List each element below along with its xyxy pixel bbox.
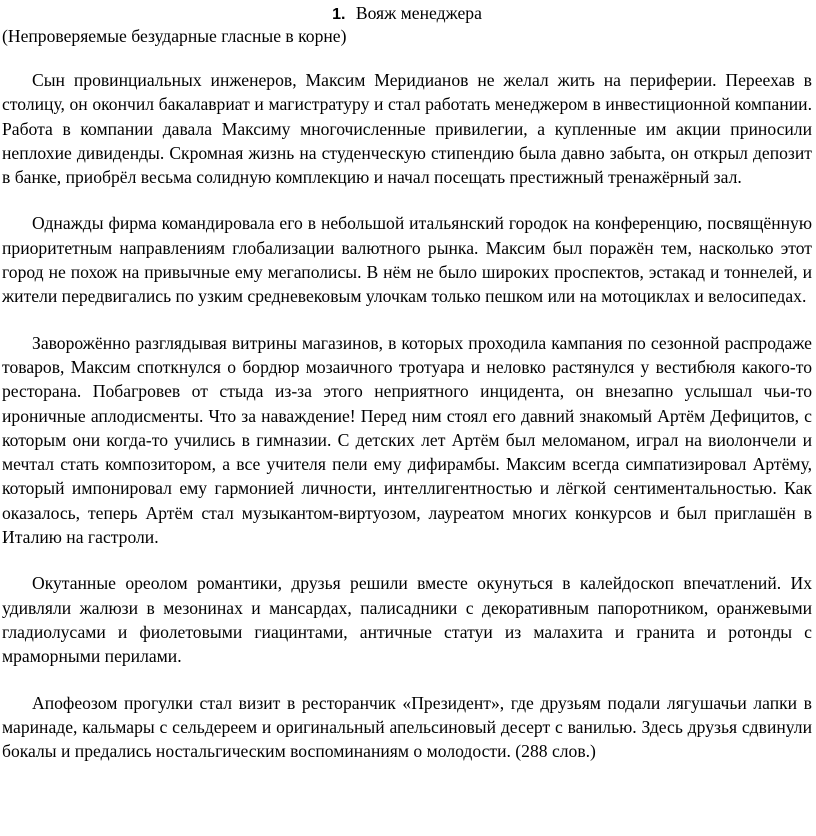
document-title xyxy=(2,2,812,24)
title-number: 1. xyxy=(332,6,346,23)
paragraph-2: Однажды фирма командировала его в небольшой итальянский городок на конференцию, посвящённую приоритетным направлениям глобализации валютного рынка. Максим был поражён тем, насколько этот город не похож на привычные ему мегаполисы. В нём не было широких проспектов, эстакад и тоннелей, и жители передвигались по узким средневековым улочкам только пешком или на мотоциклах и велосипедах. xyxy=(2,213,812,307)
document-subtitle: (Непроверяемые безударные гласные в корне) xyxy=(2,26,347,46)
paragraph-4: Окутанные ореолом романтики, друзья решили вместе окунуться в калейдоскоп впечатлений. Их удивляли жалюзи в мезонинах и мансардах, палисадники с декоративным папоротником, оранжевыми гладиолусами и фиолетовыми гиацинтами, античные статуи из малахита и гранита и ротонды с мраморными перилами. xyxy=(2,573,812,667)
paragraph-1: Сын провинциальных инженеров, Максим Меридианов не желал жить на периферии. Переехав в столицу, он окончил бакалавриат и магистратуру и стал работать менеджером в инвестиционной компании. Работа в компании давала Максиму многочисленные привилегии, а купленные им акции приносили неплохие дивиденды. Скромная жизнь на студенческую стипендию была давно забыта, он открыл депозит в банке, приобрёл весьма солидную комплекцию и начал посещать престижный тренажёрный зал. xyxy=(2,70,812,188)
paragraph-3: Заворожённо разглядывая витрины магазинов, в которых проходила кампания по сезонной распродаже товаров, Максим споткнулся о бордюр мозаичного тротуара и неловко растянулся у вестибюля какого-то ресторана. Побагровев от стыда из-за этого неприятного инцидента, он внезапно услышал чьи-то ироничные аплодисменты. Что за наваждение! Перед ним стоял его давний знакомый Артём Дефицитов, с которым они когда-то учились в гимназии. С детских лет Артём был меломаном, играл на виолончели и мечтал стать композитором, а все учителя пели ему дифирамбы. Максим всегда симпатизировал Артёму, который импонировал ему гармонией личности, интеллигентностью и лёгкой сентиментальностью. Как оказалось, теперь Артём стал музыкантом-виртуозом, лауреатом многих конкурсов и был приглашён в Италию на гастроли. xyxy=(2,332,812,548)
title-text: Вояж менеджера xyxy=(355,3,482,23)
paragraph-5: Апофеозом прогулки стал визит в ресторанчик «Президент», где друзьям подали лягушачьи лапки в маринаде, кальмары с сельдереем и оригинальный апельсиновый десерт с ванилью. Здесь друзья сдвинули бокалы и предались ностальгическим воспоминаниям о молодости. (288 слов.) xyxy=(2,692,812,762)
document-body xyxy=(2,68,812,763)
